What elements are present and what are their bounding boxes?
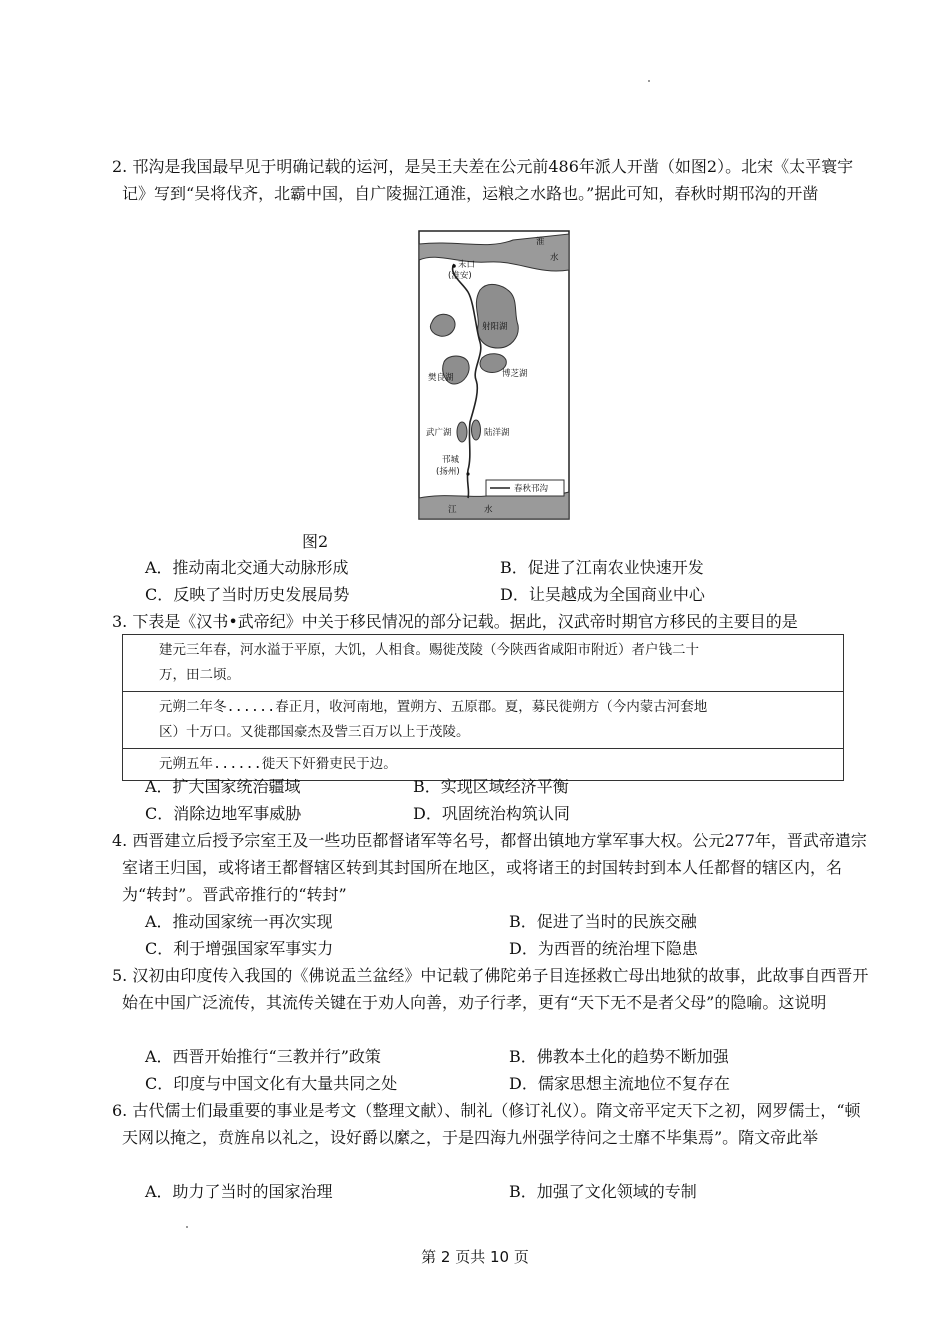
label-yangzhou: (扬州) (436, 467, 460, 477)
question-3-stem: 3. 下表是《汉书•武帝纪》中关于移民情况的部分记载。据此，汉武帝时期官方移民的主要目的是 (112, 612, 798, 631)
question-4 (112, 827, 872, 908)
label-hancheng: 邗城 (442, 455, 460, 465)
question-4-stem: 4. 西晋建立后授予宗室王及一些功臣都督诸军等名号，都督出镇地方掌军事大权。公元277年，晋武帝遣宗室诸王归国，或将诸王都督辖区转到其封国所在地区，或将诸王的封国转封到本人任都督的辖区内，名为“转封”。晋武帝推行的“转封” (112, 831, 867, 904)
q4-option-c[interactable]: C．利于增强国家军事实力 (145, 939, 334, 958)
table-cell (123, 635, 844, 692)
q6-option-b[interactable]: B．加强了文化领域的专制 (509, 1182, 697, 1201)
wuguang-lake (457, 422, 467, 442)
table-row (123, 692, 844, 749)
legend-label: 春秋邗沟 (514, 484, 549, 494)
q5-option-b[interactable]: B．佛教本土化的趋势不断加强 (509, 1047, 729, 1066)
table-line: 区）十万口。又徙郡国豪杰及訾三百万以上于茂陵。 (159, 724, 470, 740)
q4-option-b[interactable]: B．促进了当时的民族交融 (509, 912, 697, 931)
label-huai: 淮 (536, 237, 545, 247)
table-row (123, 635, 844, 692)
label-mokou: 末口 (458, 260, 476, 270)
label-huaian: (淮安) (448, 271, 472, 281)
table-line: 元朔二年冬......春正月，收河南地，置朔方、五原郡。夏，募民徙朔方（今内蒙古河套地 (159, 699, 708, 715)
figure-caption: 图2 (302, 532, 329, 551)
scan-speck (648, 80, 650, 82)
question-6-stem: 6. 古代儒士们最重要的事业是考文（整理文献）、制礼（修订礼仪）。隋文帝平定天下之初，网罗儒士，“顿天网以掩之，贲旌帛以礼之，设好爵以縻之，于是四海九州强学待问之士靡不毕集焉”。隋文帝此举 (112, 1101, 861, 1147)
table-line: 万，田二顷。 (159, 667, 240, 683)
luyang-lake (472, 420, 481, 440)
q5-option-a[interactable]: A．西晋开始推行“三教并行”政策 (145, 1047, 381, 1066)
label-wuguang: 武广湖 (426, 428, 452, 438)
q3-option-b[interactable]: B．实现区域经济平衡 (413, 777, 569, 796)
sheyang-lake (476, 284, 518, 348)
hancheng-point (466, 472, 469, 475)
q5-option-c[interactable]: C．印度与中国文化有大量共同之处 (145, 1074, 398, 1093)
q3-option-c[interactable]: C．消除边地军事威胁 (145, 804, 302, 823)
q2-option-d[interactable]: D．让吴越成为全国商业中心 (500, 585, 705, 604)
label-jiang: 江 (448, 505, 457, 515)
question-2-stem: 2. 邗沟是我国最早见于明确记载的运河，是吴王夫差在公元前486年派人开凿（如图2）。北宋《太平寰宇记》写到“吴将伐齐，北霸中国，自广陵掘江通淮，运粮之水路也。”据此可知，春秋时期邗沟的开凿 (112, 157, 854, 203)
q3-option-d[interactable]: D．巩固统治构筑认同 (413, 804, 570, 823)
mokou-point (452, 264, 456, 268)
handou-canal-map (418, 230, 570, 520)
label-sheyang: 射阳湖 (482, 322, 508, 332)
q2-option-c[interactable]: C．反映了当时历史发展局势 (145, 585, 350, 604)
question-5 (112, 962, 872, 1016)
q4-option-a[interactable]: A．推动国家统一再次实现 (145, 912, 333, 931)
label-bozhi: 博芝湖 (502, 369, 528, 379)
q3-option-a[interactable]: A．扩大国家统治疆域 (145, 777, 301, 796)
question-3 (112, 608, 872, 635)
label-luyang: 陆洋湖 (484, 428, 510, 438)
q6-option-a[interactable]: A．助力了当时的国家治理 (145, 1182, 333, 1201)
page-footer: 第 2 页共 10 页 (421, 1248, 529, 1266)
label-shui-bottom: 水 (484, 505, 493, 515)
question-5-stem: 5. 汉初由印度传入我国的《佛说盂兰盆经》中记载了佛陀弟子目连拯救亡母出地狱的故事，此故事自西晋开始在中国广泛流传，其流传关键在于劝人向善，劝子行孝，更有“天下无不是者父母”的隐喻。这说明 (112, 966, 869, 1012)
question-2 (112, 153, 872, 207)
q4-option-d[interactable]: D．为西晋的统治埋下隐患 (509, 939, 698, 958)
label-shui-top: 水 (550, 253, 559, 263)
q5-option-d[interactable]: D．儒家思想主流地位不复存在 (509, 1074, 730, 1093)
q2-option-b[interactable]: B．促进了江南农业快速开发 (500, 558, 704, 577)
label-fanliang: 樊良湖 (428, 373, 454, 383)
han-migration-table (122, 634, 844, 781)
question-6 (112, 1097, 872, 1151)
table-cell (123, 692, 844, 749)
table-line: 建元三年春，河水溢于平原，大饥，人相食。赐徙茂陵（今陕西省咸阳市附近）者户钱二十 (159, 642, 699, 658)
q2-option-a[interactable]: A．推动南北交通大动脉形成 (145, 558, 349, 577)
scan-speck (186, 1226, 188, 1228)
table-line: 元朔五年......徙天下奸猾吏民于边。 (159, 756, 397, 772)
